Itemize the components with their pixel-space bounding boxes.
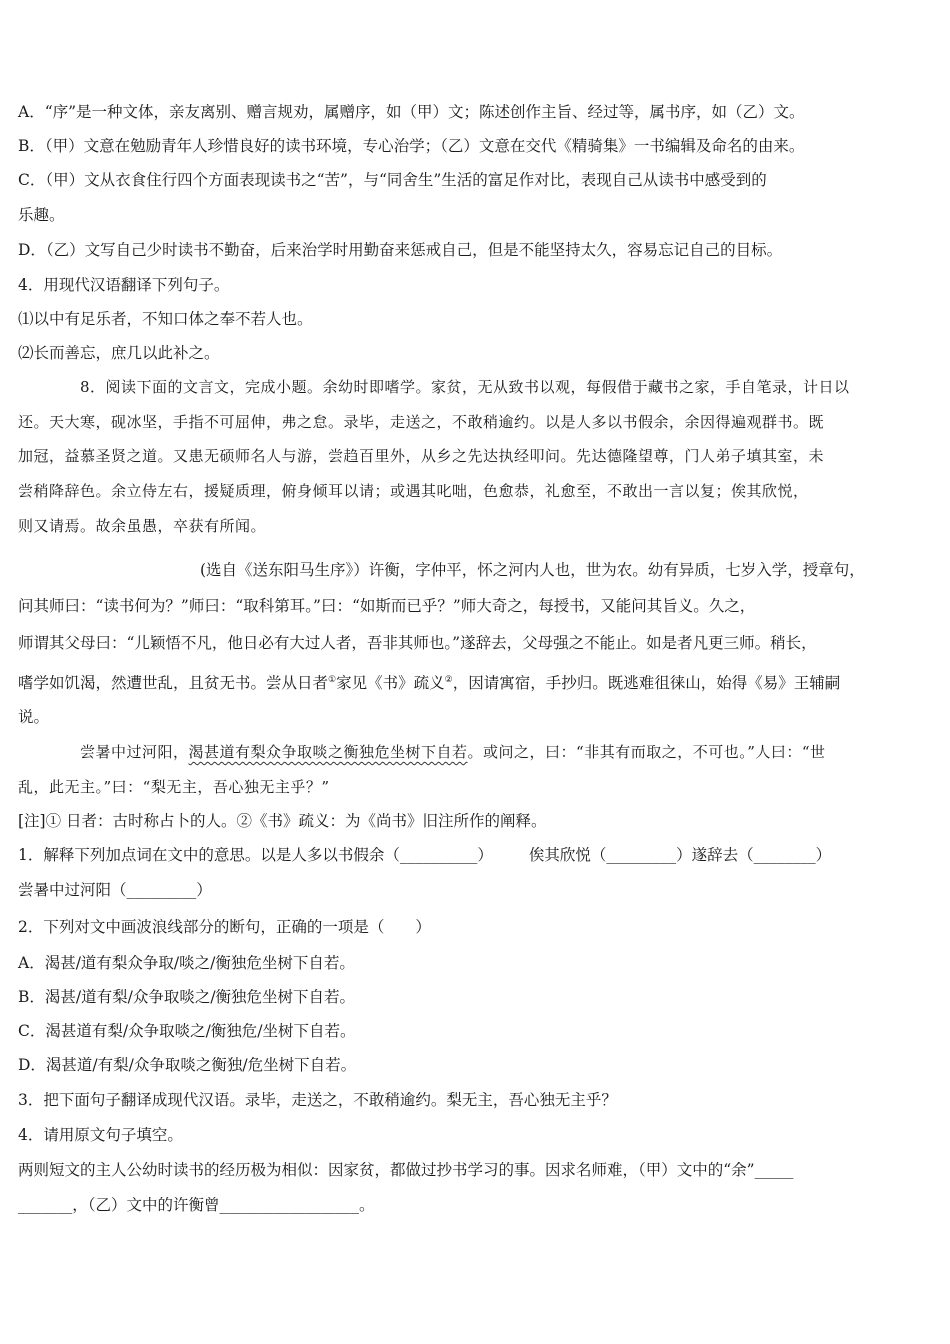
q3-option-b: B．（甲）文意在勉励青年人珍惜良好的读书环境，专心治学；（乙）文意在交代《精骑集》一书编辑及命名的由来。 xyxy=(18,137,805,155)
passage-yi-line2: 问其师曰：“读书何为？”师曰：“取科第耳。”曰：“如斯而已乎？”师大奇之，每授书，又能问其旨义。久之， xyxy=(18,597,756,615)
sub-q1-part1: 1．解释下列加点词在文中的意思。以是人多以书假余（__________） xyxy=(18,846,493,864)
passage-jia-line3: 加冠，益慕圣贤之道。又患无硕师名人与游，尝趋百里外，从乡之先达执经叩问。先达德隆望尊，门人弟子填其室，未 xyxy=(18,447,825,465)
footnote: [注]① 日者：古时称占卜的人。②《书》疏义：为《尚书》旧注所作的阐释。 xyxy=(18,812,547,830)
passage-yi-line4-part3: ，因请寓宿，手抄归。既逃难徂徕山，始得《易》王辅嗣 xyxy=(452,674,841,693)
passage-yi-p2-end: 。或问之，曰：“非其有而取之，不可也。”人曰：“世 xyxy=(467,743,826,761)
sub-q4-blank-line1: 两则短文的主人公幼时读书的经历极为相似：因家贫，都做过抄书学习的事。因求名师难，（甲）文中的“余”_____ xyxy=(18,1161,794,1179)
passage-jia-line4: 尝稍降辞色。余立侍左右，援疑质理，俯身倾耳以请；或遇其叱咄，色愈恭，礼愈至，不敢出一言以复；俟其欣悦， xyxy=(18,482,809,500)
q3-option-c-line1: C．（甲）文从衣食住行四个方面表现读书之“苦”，与“同舍生”生活的富足作对比，表现自己从读书中感受到的 xyxy=(18,171,767,189)
passage-yi-line4 xyxy=(18,670,932,693)
sub-q1-line2: 尝暑中过河阳（_________） xyxy=(18,881,212,899)
sub-q3: 3．把下面句子翻译成现代汉语。录毕，走送之，不敢稍逾约。梨无主，吾心独无主乎？ xyxy=(18,1091,617,1109)
wavy-underlined-sentence: 渴甚道有梨众争取啖之衡独危坐树下自若 xyxy=(188,743,468,761)
sub-q2-title: 2．下列对文中画波浪线部分的断句，正确的一项是（ ） xyxy=(18,918,431,936)
passage-yi-line1: (选自《送东阳马生序》）许衡，字仲平，怀之河内人也，世为农。幼有异质，七岁入学，授章句， xyxy=(200,561,865,579)
sub-q4-blank-line2: _______，（乙）文中的许衡曾__________________。 xyxy=(18,1196,375,1214)
sub-q2-option-b: B．渴甚/道有梨/众争取啖之/衡独危坐树下自若。 xyxy=(18,988,356,1006)
passage-jia-line5: 则又请焉。故余虽愚，卒获有所闻。 xyxy=(18,517,267,535)
passage-jia-line1: 8．阅读下面的文言文，完成小题。余幼时即嗜学。家贫，无从致书以观，每假借于藏书之家，手自笔录，计日以 xyxy=(80,378,850,396)
footnote-ref-2: ② xyxy=(444,675,453,685)
passage-yi-line4-part2: 家见《书》疏义 xyxy=(336,674,445,693)
passage-yi-p2-line1 xyxy=(80,742,932,762)
q4-title: 4．用现代汉语翻译下列句子。 xyxy=(18,276,230,294)
passage-yi-p2-line2: 乱，此无主。”曰：“梨无主，吾心独无主乎？” xyxy=(18,778,330,796)
q4-sentence-1: ⑴以中有足乐者，不知口体之奉不若人也。 xyxy=(18,310,313,328)
passage-yi-line5: 说。 xyxy=(18,708,50,726)
footnote-ref-1: ① xyxy=(328,675,337,685)
passage-jia-line2: 还。天大寒，砚冰坚，手指不可屈伸，弗之怠。录毕，走送之，不敢稍逾约。以是人多以书假余，余因得遍观群书。既 xyxy=(18,413,825,431)
passage-yi-line4-part1: 嗜学如饥渴，然遭世乱，且贫无书。尝从日者 xyxy=(18,674,329,693)
q3-option-d: D．（乙）文写自己少时读书不勤奋，后来治学时用勤奋来惩戒自己，但是不能坚持太久，容易忘记自己的目标。 xyxy=(18,241,783,259)
passage-yi-p2-start: 尝暑中过河阳， xyxy=(80,743,189,761)
q4-sentence-2: ⑵长而善忘，庶几以此补之。 xyxy=(18,344,220,362)
sub-q4-title: 4．请用原文句子填空。 xyxy=(18,1126,183,1144)
passage-yi-line3: 师谓其父母曰：“儿颖悟不凡，他日必有大过人者，吾非其师也。”遂辞去，父母强之不能止。如是者凡更三师。稍长， xyxy=(18,634,817,652)
sub-q2-option-d: D．渴甚道/有梨/众争取啖之衡独/危坐树下自若。 xyxy=(18,1056,357,1074)
sub-q1-line1 xyxy=(18,845,932,865)
q3-option-c-line2: 乐趣。 xyxy=(18,206,65,224)
sub-q2-option-a: A．渴甚/道有梨众争取/啖之/衡独危坐树下自若。 xyxy=(18,954,355,972)
q3-option-a: A．“序”是一种文体，亲友离别、赠言规劝，属赠序，如（甲）文；陈述创作主旨、经过等，属书序，如（乙）文。 xyxy=(18,103,805,121)
sub-q1-part2: 俟其欣悦（_________）遂辞去（________） xyxy=(528,846,832,864)
sub-q2-option-c: C．渴甚道有梨/众争取啖之/衡独危/坐树下自若。 xyxy=(18,1022,356,1040)
